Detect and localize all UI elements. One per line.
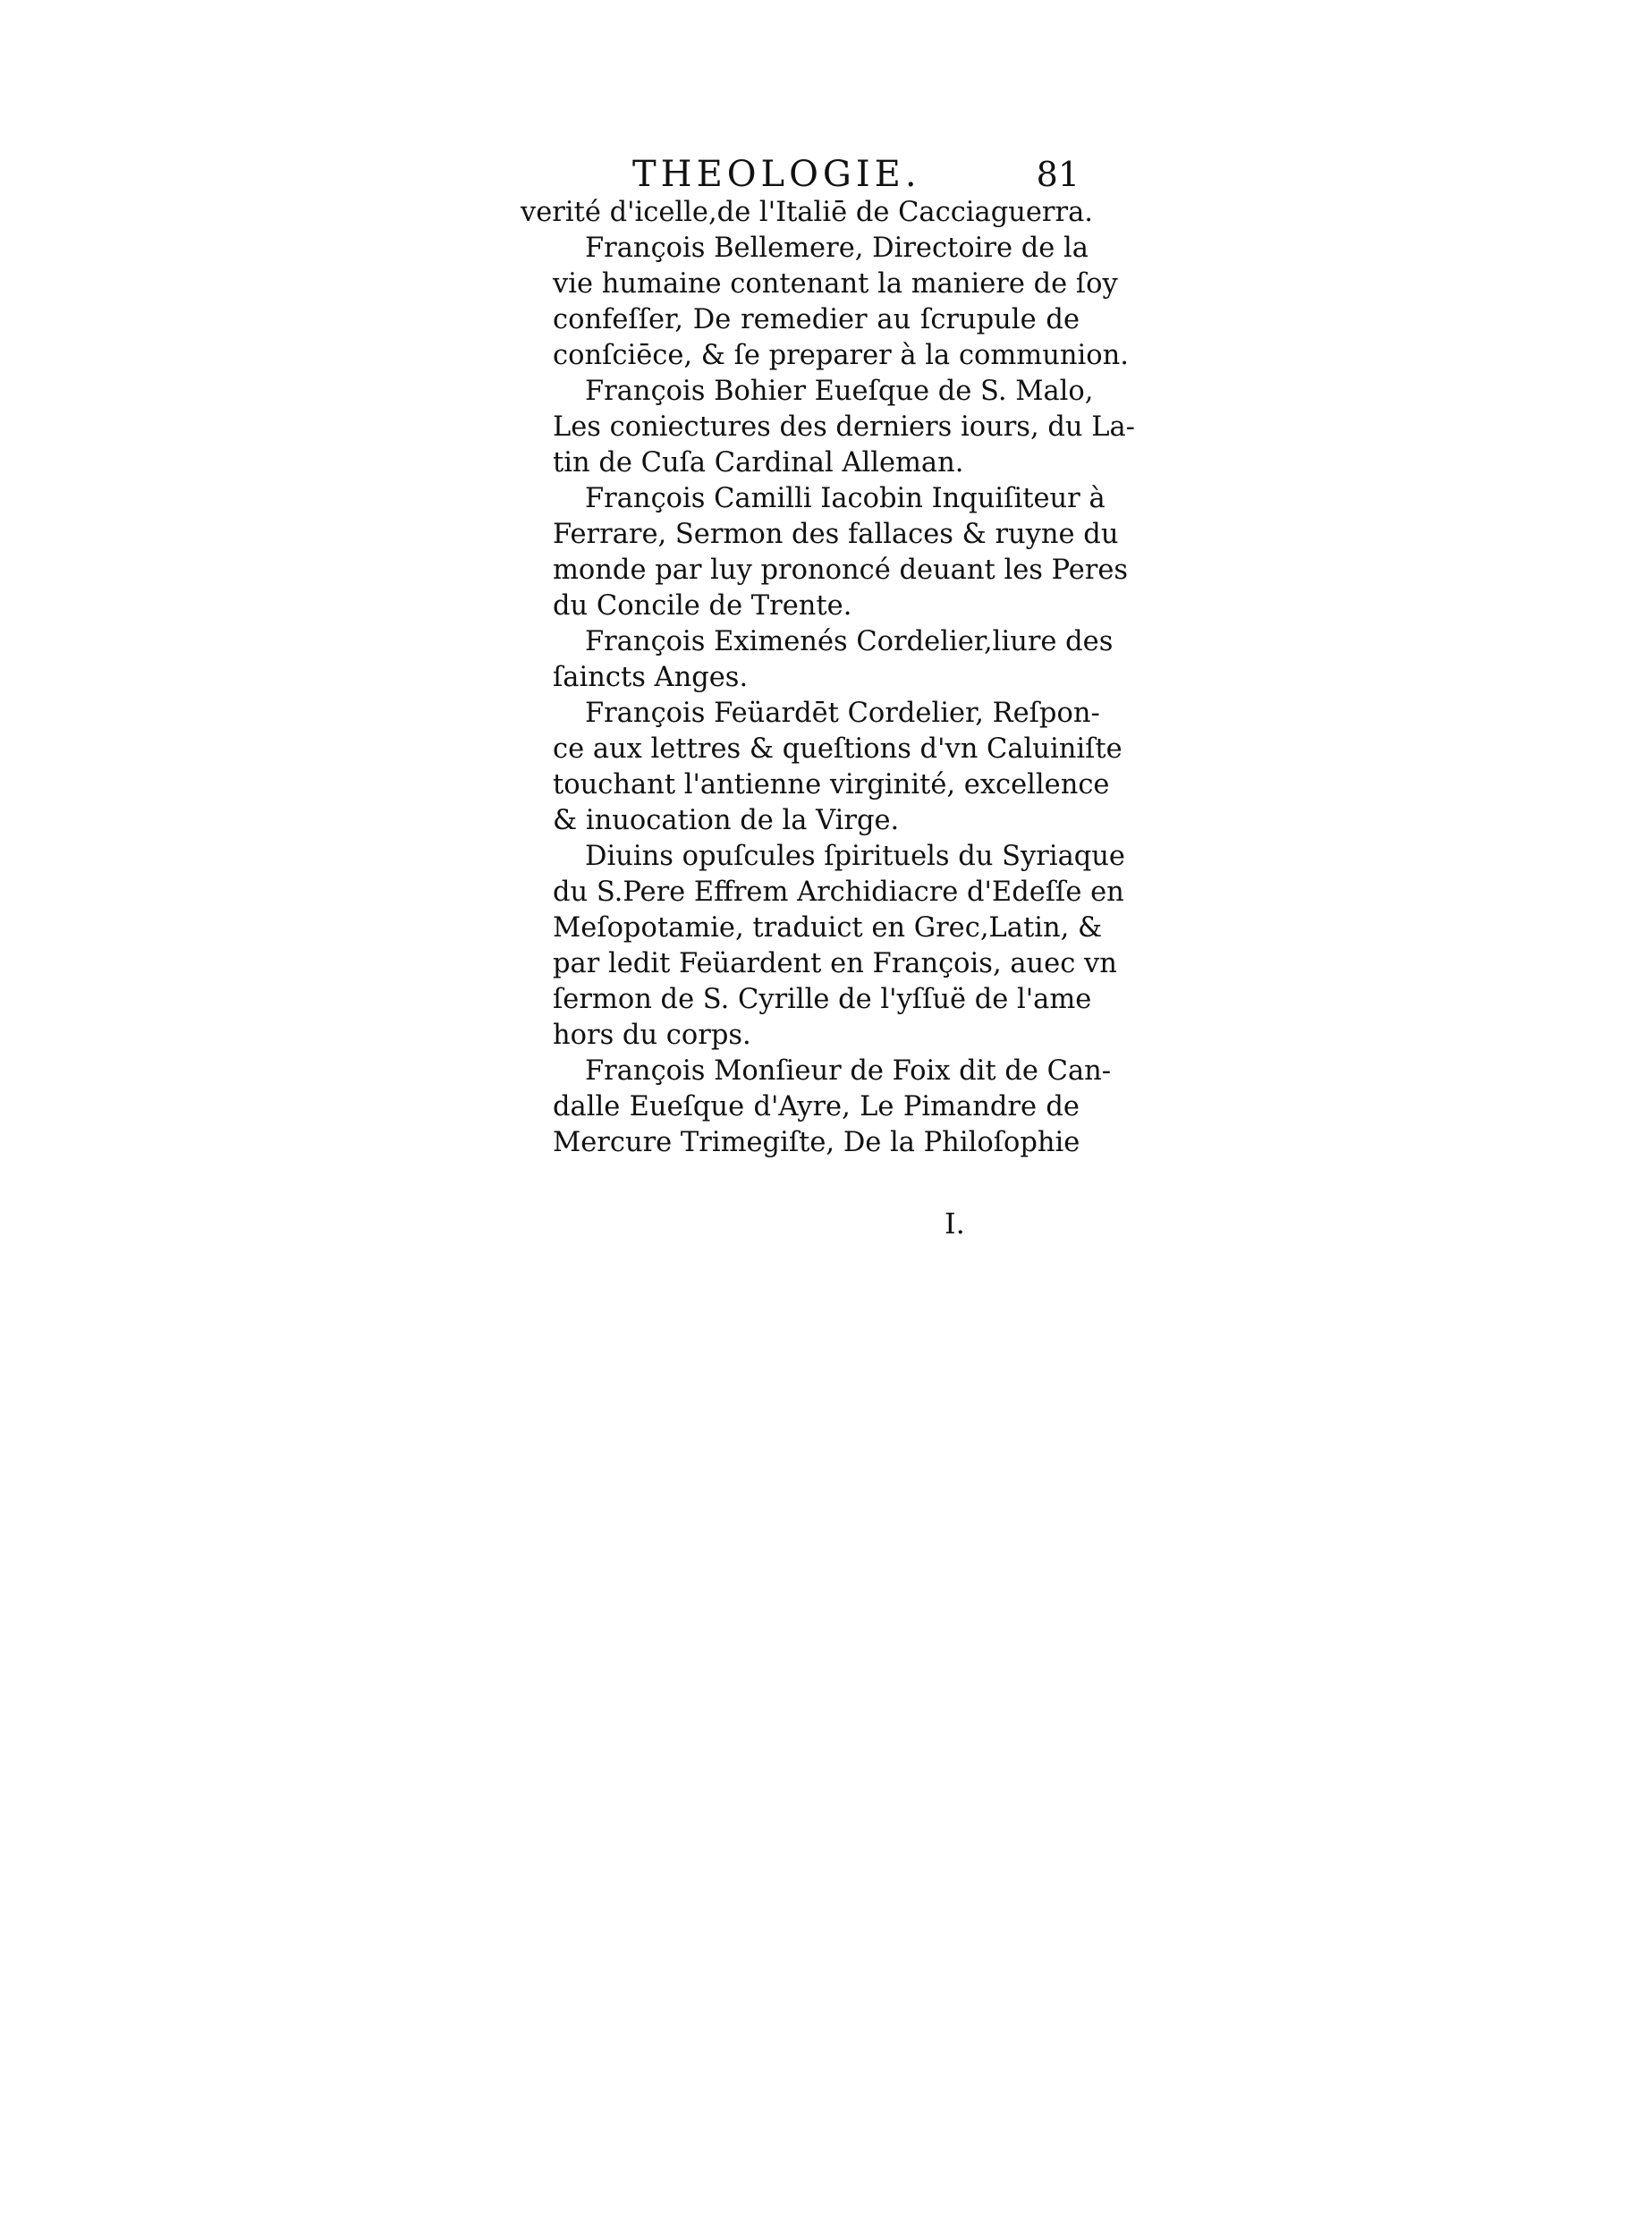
text-line: Ferrare, Sermon des fallaces & ruyne du <box>553 519 1119 550</box>
text-line: touchant l'antienne virginité, excellence <box>553 769 1110 800</box>
text-line: monde par luy prononcé deuant les Peres <box>553 555 1129 586</box>
text-line: François Monſieur de Foix dit de Can- <box>585 1055 1112 1087</box>
text-line: ce aux lettres & queſtions d'vn Caluiniſte <box>553 733 1123 765</box>
catalogue-entry <box>521 231 1129 374</box>
catalogue-entry <box>521 696 1123 839</box>
catalogue-entry <box>521 195 1093 231</box>
text-line: François Feüardēt Cordelier, Reſpon- <box>585 698 1100 729</box>
text-line: par ledit Feüardent en François, auec vn <box>553 948 1117 979</box>
text-line: François Bellemere, Directoire de la <box>585 233 1089 264</box>
text-line: François Camilli Iacobin Inquiſiteur à <box>585 483 1106 514</box>
text-line: ſermon de S. Cyrille de l'yſſuë de l'ame <box>553 984 1092 1015</box>
page-number: 81 <box>1036 155 1080 194</box>
text-line: Diuins opuſcules ſpirituels du Syriaque <box>585 841 1125 872</box>
text-line: François Eximenés Cordelier,liure des <box>585 626 1114 657</box>
catalogue-entry <box>521 624 1114 696</box>
text-line: confeſſer, De remedier au ſcrupule de <box>553 304 1080 335</box>
catalogue-entry <box>521 481 1129 624</box>
text-line: & inuocation de la Virge. <box>553 805 900 836</box>
signature-mark: I. <box>945 1207 965 1241</box>
catalogue-entry <box>521 1054 1112 1161</box>
text-line: dalle Eueſque d'Ayre, Le Pimandre de <box>553 1091 1080 1122</box>
text-line: Les coniectures des derniers iours, du La- <box>553 411 1135 443</box>
text-line: ſaincts Anges. <box>553 662 749 693</box>
text-line: François Bohier Eueſque de S. Malo, <box>585 376 1094 407</box>
text-line: du S.Pere Effrem Archidiacre d'Edeſſe en <box>553 877 1124 908</box>
catalogue-entry <box>521 839 1125 1054</box>
text-line: vie humaine contenant la maniere de ſoy <box>553 268 1118 300</box>
text-line: tin de Cuſa Cardinal Alleman. <box>553 447 964 479</box>
text-column <box>521 154 1135 1161</box>
text-line: hors du corps. <box>553 1020 751 1051</box>
page-header <box>521 154 1080 195</box>
running-head: THEOLOGIE. <box>632 154 921 195</box>
catalogue-entry <box>521 374 1135 481</box>
text-line: Mercure Trimegiſte, De la Philoſophie <box>553 1127 1080 1158</box>
catalogue-entries <box>521 195 1135 1161</box>
text-line: du Concile de Trente. <box>553 590 852 622</box>
text-line: verité d'icelle,de l'Italiē de Cacciaguerra. <box>521 197 1093 228</box>
text-line: conſciēce, & ſe preparer à la communion. <box>553 340 1129 371</box>
text-line: Meſopotamie, traduict en Grec,Latin, & <box>553 912 1103 944</box>
